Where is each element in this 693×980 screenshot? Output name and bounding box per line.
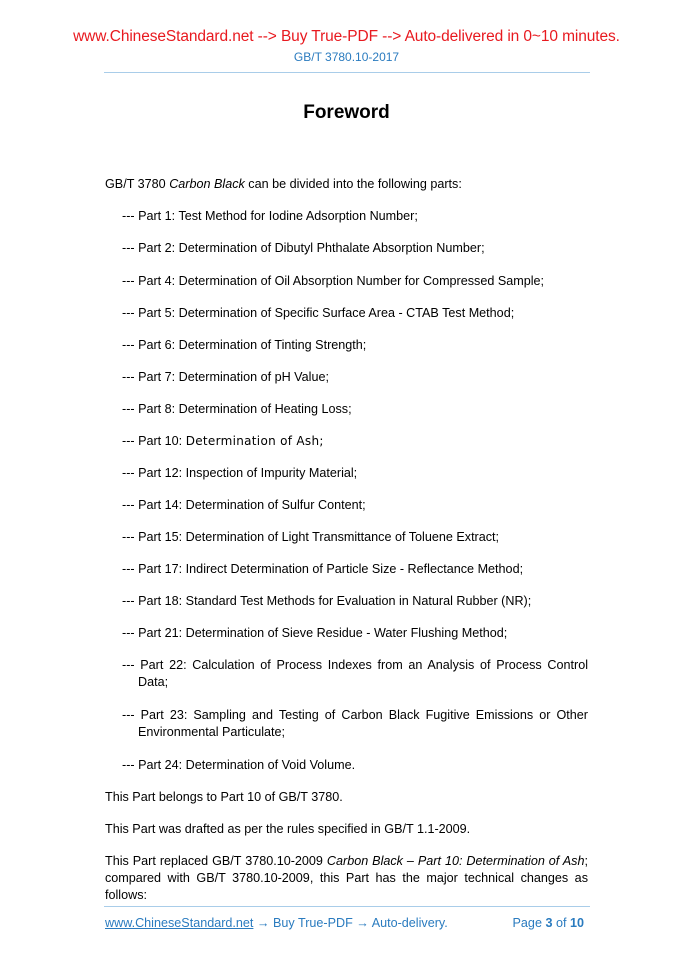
page-total: 10: [569, 916, 584, 930]
paragraph-drafted: This Part was drafted as per the rules specified in GB/T 1.1-2009.: [105, 822, 471, 836]
page-title: Foreword: [303, 102, 390, 123]
footer: [105, 916, 588, 930]
page-indicator: [513, 916, 584, 930]
list-item: --- Part 5: Determination of Specific Surface Area - CTAB Test Method;: [122, 306, 515, 320]
list-item: --- Part 6: Determination of Tinting Strength;: [122, 338, 367, 352]
list-item-line2: Environmental Particulate;: [138, 725, 285, 739]
list-item: --- Part 18: Standard Test Methods for Evaluation in Natural Rubber (NR);: [122, 594, 532, 608]
paragraph-belongs: This Part belongs to Part 10 of GB/T 3780.: [105, 790, 343, 804]
header-divider: [104, 72, 590, 73]
replaced-prefix: This Part replaced GB/T 3780.10-2009: [105, 854, 327, 868]
page-of: of: [552, 916, 570, 930]
list-item: --- Part 12: Inspection of Impurity Material;: [122, 466, 358, 480]
footer-site-link[interactable]: www.ChineseStandard.net: [105, 916, 254, 930]
list-item: --- Part 7: Determination of pH Value;: [122, 370, 329, 384]
list-item: [122, 707, 588, 741]
intro-paragraph: [105, 176, 588, 193]
list-item-line2: Data;: [138, 675, 169, 689]
footer-text: → Buy True-PDF → Auto-delivery.: [253, 916, 448, 930]
replaced-italic-title: Carbon Black – Part 10: Determination of Ash: [326, 854, 585, 868]
intro-suffix: can be divided into the following parts:: [244, 177, 462, 191]
footer-divider: [104, 906, 590, 907]
list-item: [122, 433, 588, 450]
list-item: --- Part 4: Determination of Oil Absorption Number for Compressed Sample;: [122, 274, 545, 288]
list-item: --- Part 24: Determination of Void Volume.: [122, 758, 356, 772]
list-item-line1: --- Part 23: Sampling and Testing of Carbon Black Fugitive Emissions or Other: [122, 708, 588, 722]
header-promo-banner: www.ChineseStandard.net --> Buy True-PDF --> Auto-delivered in 0~10 minutes.: [73, 28, 620, 45]
list-item-line1: --- Part 22: Calculation of Process Indexes from an Analysis of Process Control: [122, 658, 588, 672]
intro-prefix: GB/T 3780: [105, 177, 170, 191]
list-item: --- Part 21: Determination of Sieve Residue - Water Flushing Method;: [122, 626, 508, 640]
list-item-prefix: --- Part 10:: [122, 434, 186, 448]
list-item-rest: Determination of Ash;: [185, 434, 324, 448]
list-item: --- Part 17: Indirect Determination of Particle Size - Reflectance Method;: [122, 562, 524, 576]
replaced-suffix: ; compared with GB/T 3780.10-2009, this Part has the major technical changes as follows:: [105, 854, 588, 902]
list-item: [122, 657, 588, 691]
paragraph-replaced: [105, 853, 588, 904]
intro-italic-title: Carbon Black: [169, 177, 245, 191]
header-standard-id: GB/T 3780.10-2017: [293, 50, 400, 64]
list-item: --- Part 2: Determination of Dibutyl Phthalate Absorption Number;: [122, 241, 485, 255]
list-item: --- Part 15: Determination of Light Transmittance of Toluene Extract;: [122, 530, 500, 544]
list-item: --- Part 8: Determination of Heating Loss;: [122, 402, 352, 416]
page-current: 3: [545, 916, 553, 930]
list-item: --- Part 1: Test Method for Iodine Adsorption Number;: [122, 209, 418, 223]
list-item: --- Part 14: Determination of Sulfur Content;: [122, 498, 366, 512]
page-label: Page: [512, 916, 546, 930]
